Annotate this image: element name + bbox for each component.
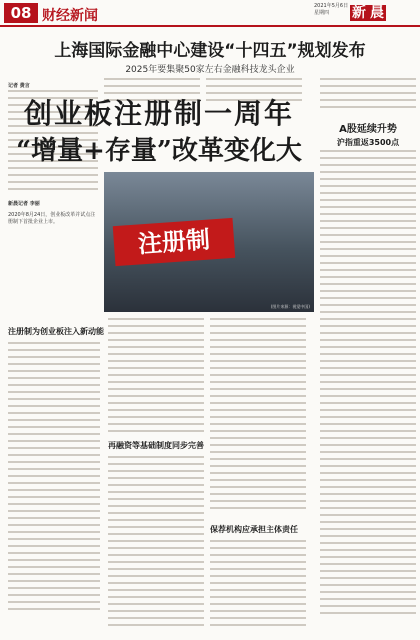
article2-subhead-1: 注册制为创业板注入新动能 [8,327,104,336]
sidebar-subheadline: 沪指重返3500点 [336,138,400,147]
date: 2021年5月6日 [314,3,349,9]
brand-char-b: 晨 [370,5,384,21]
article2-body-col2 [108,318,204,437]
page-number: 08 [4,3,38,23]
article1-headline: 上海国际金融中心建设“十四五”规划发布 [54,41,366,61]
article1-subheadline: 2025年要集聚50家左右金融科技龙头企业 [125,65,295,75]
article2-body-col3 [210,318,306,514]
article2-subhead-2: 再融资等基础制度同步完善 [108,441,204,450]
date-line [314,3,348,17]
weekday: 星期四 [314,10,330,16]
sidebar-headline: A股延续升势 [339,124,397,135]
photo-sign: 注册制 [113,218,235,266]
masthead [0,0,420,26]
brand-char-a: 新 [352,5,366,21]
article2-headline-line1: 创业板注册制一周年 [23,97,294,130]
article2-lede: 2020年8月24日，创业板改革并试点注册制下首批企业上市。 [8,212,96,225]
section-title: 财经新闻 [42,8,98,24]
masthead-rule [0,25,420,27]
brand-logo [350,2,386,22]
sidebar-body [320,150,416,619]
article2-photo [104,172,314,312]
article2-body-col2b [108,456,204,631]
article2-headline-line2: “增量+存量”改革变化大 [16,136,302,166]
article2-byline: 新晨记者 李丽 [8,201,40,207]
photo-credit: (图片来源：视觉中国) [270,304,310,309]
article1-byline: 记者 费言 [8,83,30,89]
article2-body-col3b [210,540,306,631]
article2-body-col1 [8,342,100,615]
article2-subhead-3: 保荐机构应承担主体责任 [210,525,298,534]
sidebar-article [320,120,416,148]
article1-body-col4 [320,78,416,113]
